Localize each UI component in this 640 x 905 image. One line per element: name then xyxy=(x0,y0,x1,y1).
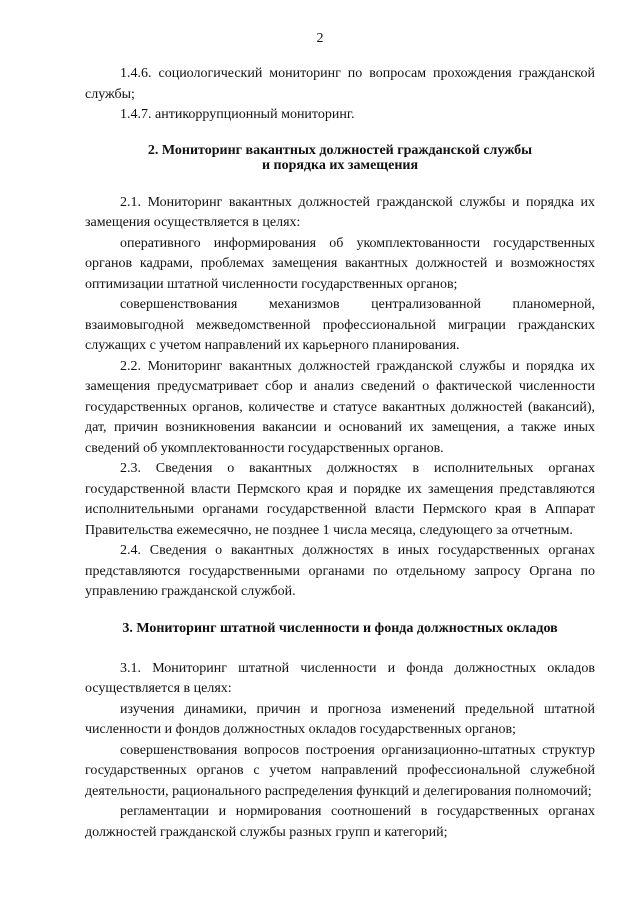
heading-line: и порядка их замещения xyxy=(261,157,419,173)
heading-line: 2. Мониторинг вакантных должностей гражданской службы xyxy=(147,142,533,158)
paragraph: 2.3. Сведения о вакантных должностях в исполнительных органах государственной власти Пермского края и порядке их замещения представляются исполнительными органами государственной власти Пермского края в Аппарат Правительства ежемесячно, не позднее 1 числа месяца, следующего за отчетным. xyxy=(85,461,595,538)
paragraph: 2.4. Сведения о вакантных должностях в иных государственных органах представляются государственными органами по отдельному запросу Органа по управлению гражданской службой. xyxy=(85,543,595,599)
paragraph: 1.4.6. социологический мониторинг по вопросам прохождения гражданской службы; xyxy=(85,66,595,102)
section-heading-3: 3. Мониторинг штатной численности и фонда должностных окладов xyxy=(122,620,558,636)
paragraph: регламентации и нормирования соотношений в государственных органах должностей гражданской службы разных групп и категорий; xyxy=(85,804,595,840)
section-heading-2 xyxy=(85,143,595,173)
paragraph: изучения динамики, причин и прогноза изменений предельной штатной численности и фондов должностных окладов государственных органов; xyxy=(85,701,595,737)
paragraph: совершенствования вопросов построения организационно-штатных структур государственных органов с учетом направлений профессиональной служебной деятельности, рационального распределения функций и делегирования полномочий; xyxy=(85,742,595,799)
document-body xyxy=(85,64,595,843)
paragraph: 1.4.7. антикоррупционный мониторинг. xyxy=(120,107,355,122)
paragraph: совершенствования механизмов централизованной планомерной, взаимовыгодной межведомственной профессиональной миграции гражданских служащих с учетом направлений их карьерного планирования. xyxy=(85,297,595,353)
page-number: 2 xyxy=(316,31,324,46)
paragraph: 2.1. Мониторинг вакантных должностей гражданской службы и порядка их замещения осуществляется в целях: xyxy=(85,194,595,230)
paragraph: 2.2. Мониторинг вакантных должностей гражданской службы и порядка их замещения предусматривает сбор и анализ сведений о фактической численности государственных органов, количестве и статусе вакантных должностей (вакансий), дат, причин возникновения вакансии и оснований их замещения, а также иных сведений об укомплектованности государственных органов. xyxy=(85,358,595,456)
paragraph: 3.1. Мониторинг штатной численности и фонда должностных окладов осуществляется в целях: xyxy=(85,660,595,696)
paragraph: оперативного информирования об укомплектованности государственных органов кадрами, проблемах замещения вакантных должностей и возможностях оптимизации штатной численности государственных органов; xyxy=(85,235,595,292)
